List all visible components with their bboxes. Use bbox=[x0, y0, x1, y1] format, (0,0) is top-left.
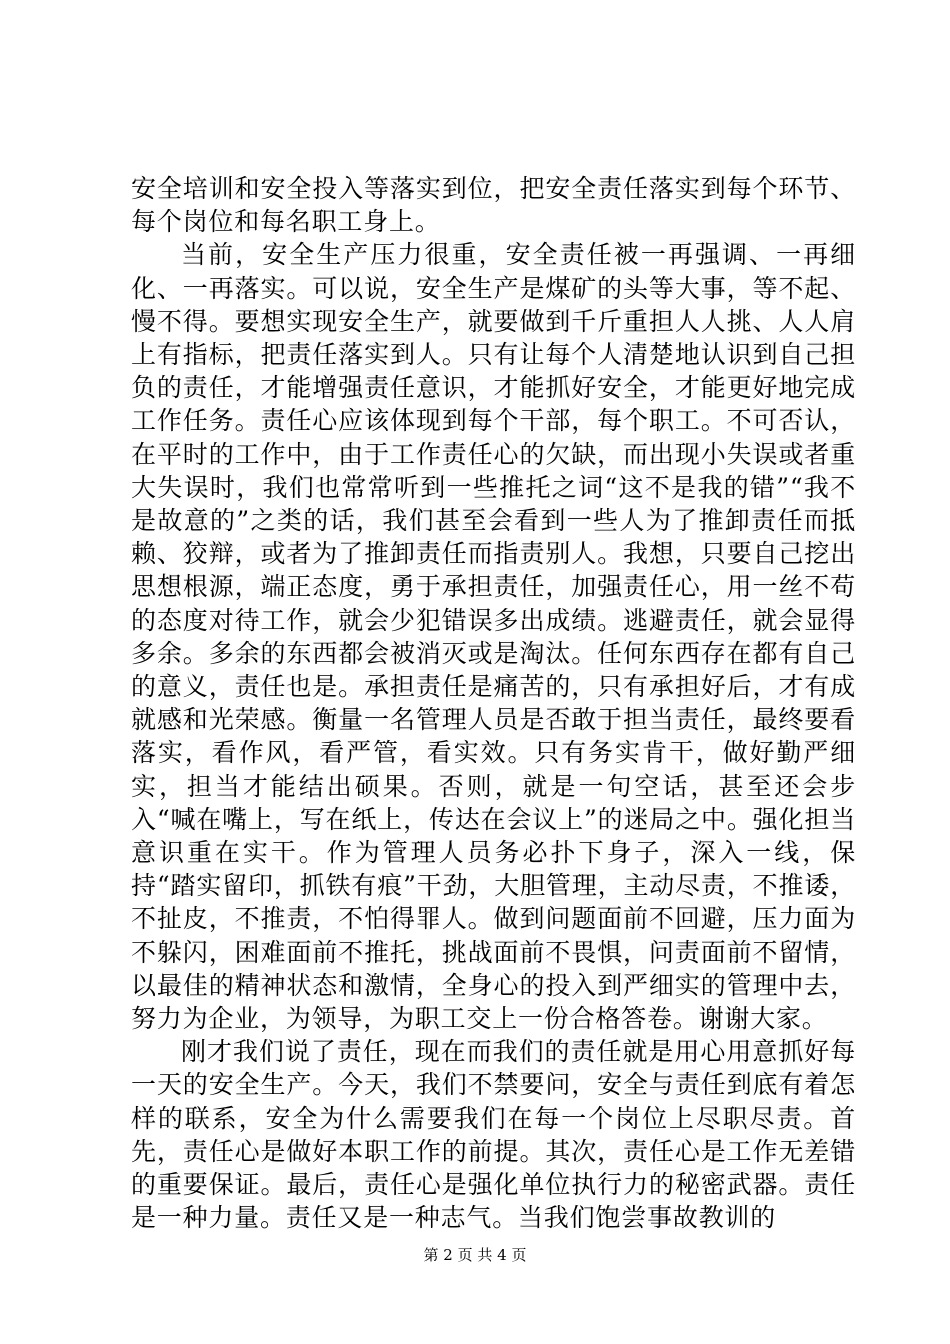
paragraph-safety-responsibility: 当前，安全生产压力很重，安全责任被一再强调、一再细化、一再落实。可以说，安全生产是煤矿的头等大事，等不起、慢不得。要想实现安全生产，就要做到千斤重担人人挑、人人肩上有指标，把责任落实到人。只有让每个人清楚地认识到自己担负的责任，才能增强责任意识，才能抓好安全，才能更好地完成工作任务。责任心应该体现到每个干部，每个职工。不可否认，在平时的工作中，由于工作责任心的欠缺，而出现小失误或者重大失误时，我们也常常听到一些推托之词“这不是我的错”“我不是故意的”之类的话，我们甚至会看到一些人为了推卸责任而抵赖、狡辩，或者为了推卸责任而指责别人。我想，只要自己挖出思想根源，端正态度，勇于承担责任，加强责任心，用一丝不苟的态度对待工作，就会少犯错误多出成绩。逃避责任，就会显得多余。多余的东西都会被消灭或是淘汰。任何东西存在都有自己的意义，责任也是。承担责任是痛苦的，只有承担好后，才有成就感和光荣感。衡量一名管理人员是否敢于担当责任，最终要看落实，看作风，看严管，看实效。只有务实肯干，做好勤严细实，担当才能结出硕果。否则，就是一句空话，甚至还会步入“喊在嘴上，写在纸上，传达在会议上”的迷局之中。强化担当意识重在实干。作为管理人员务必扑下身子，深入一线，保持“踏实留印，抓铁有痕”干劲，大胆管理，主动尽责，不推诿，不扯皮，不推责，不怕得罪人。做到问题面前不回避，压力面为不躲闪，困难面前不推托，挑战面前不畏惧，问责面前不留情，以最佳的精神状态和激情，全身心的投入到严细实的管理中去，努力为企业，为领导，为职工交上一份合格答卷。谢谢大家。 bbox=[131, 240, 856, 1034]
paragraph-safety-and-responsibility-link: 刚才我们说了责任，现在而我们的责任就是用心用意抓好每一天的安全生产。今天，我们不禁要问，安全与责任到底有着怎样的联系，安全为什么需要我们在每一个岗位上尽职尽责。首先，责任心是做好本职工作的前提。其次，责任心是工作无差错的重要保证。最后，责任心是强化单位执行力的秘密武器。责任是一种力量。责任又是一种志气。当我们饱尝事故教训的 bbox=[131, 1037, 856, 1233]
document-body bbox=[131, 172, 856, 1235]
page-number-footer: 第 2 页 共 4 页 bbox=[423, 1246, 527, 1264]
paragraph-continuation: 安全培训和安全投入等落实到位，把安全责任落实到每个环节、每个岗位和每名职工身上。 bbox=[131, 174, 856, 237]
